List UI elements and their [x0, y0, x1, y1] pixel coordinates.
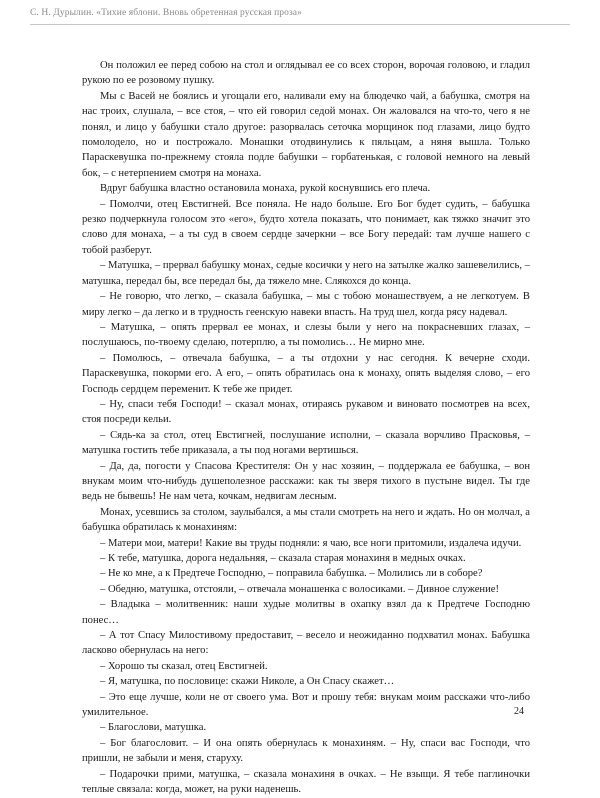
paragraph: – Обедню, матушка, отстояли, – отвечала монашенка с волосиками. – Дивное служение!: [100, 583, 500, 595]
paragraph: – Матери мои, матери! Какие вы труды подняли: я чаю, все ноги притомили, издалеча идучи.: [100, 537, 522, 549]
paragraph: – Бог благословит. – И она опять обернулась к монахиням. – Ну, спаси вас Господи, что пришли, не забыли и меня, старуху.: [82, 737, 530, 765]
paragraph: – Помолчи, отец Евстигней. Все поняла. Не надо больше. Его Бог будет судить, – бабушка резко подчеркнула голосом это «его», будто хотела показать, что понимает, как тяжко значит это слово для монаха, – а ты суд в своем сердце зачеркни – все Богу передай: там лучше нашего с тобой разберут.: [82, 198, 530, 256]
paragraph: – Подарочки прими, матушка, – сказала монахиня в очках. – Не взыщи. Я тебе паглиночки теплые связала: когда, может, на руки наденешь.: [82, 768, 530, 796]
paragraph: – Помолюсь, – отвечала бабушка, – а ты отдохни у нас сегодня. К вечерне сходи. Параскевушка, покорми его. А его, – опять обратилась она к монаху, опять выделяя слово, – его Господь сердцем переменит. К тебе же придет.: [82, 352, 530, 395]
paragraph: – Хорошо ты сказал, отец Евстигней.: [100, 660, 268, 672]
paragraph: – Сядь-ка за стол, отец Евстигней, послушание исполни, – сказала ворчливо Прасковья, – матушка гостить тебе приказала, а ты под ногами вертишься.: [82, 429, 530, 457]
paragraph: Монах, усевшись за столом, заулыбался, а мы стали смотреть на него и ждать. Но он молчал, а бабушка обратилась к монахиням:: [82, 506, 530, 534]
paragraph: – Ну, спаси тебя Господи! – сказал монах, отираясь рукавом и виновато посмотрев на всех, стоя посреди кельи.: [82, 398, 530, 426]
paragraph: – Матушка, – опять прервал ее монах, и слезы были у него на покрасневших глазах, – послушаюсь, по-твоему сделаю, потерплю, а ты помолись… Не мирно мне.: [82, 321, 530, 349]
paragraph: – Да, да, погости у Спасова Крестителя: Он у нас хозяин, – поддержала ее бабушка, – вон внукам моим что-нибудь душеполезное расскажи: как ты зверя тихого в пустыне видел. Ты где ведь не бывешь! Не нам чета, кочкам, недвигам лесным.: [82, 460, 530, 503]
paragraph: – Матушка, – прервал бабушку монах, седые косички у него на затылке жалко зашевелились, – матушка, передал бы, все передал бы, да тяжело мне. Слякохся до конца.: [82, 260, 530, 287]
paragraph: Мы с Васей не боялись и угощали его, наливали ему на блюдечко чай, а бабушка, смотря на нас троих, слушала, – все стоя, – что ей говорил седой монах. Он жаловался на что-то, чего я не понял, и лицо у бабушки стало другое: разорвалась сеточка морщинок под глазами, лицо будто помолодело, но и построжало. Монашки отодвинулись к пяльцам, а няня вышла. Только Параскевушка по-прежнему стояла подле бабушки – горбатенькая, с головой немного на левый бок, – с нетерпением смотря на монаха.: [82, 90, 530, 179]
paragraph: – А тот Спасу Милостивому предоставит, – весело и неожиданно подхватил монах. Бабушка ласково обернулась на него:: [82, 630, 530, 657]
page-number: 24: [514, 706, 524, 717]
paragraph: – Не ко мне, а к Предтече Господню, – поправила бабушка. – Молились ли в соборе?: [100, 568, 483, 580]
paragraph: Он положил ее перед собою на стол и оглядывал ее со всех сторон, ворочая головою, и гладил рукою по ее розовому пушку.: [82, 60, 530, 87]
page-body-text: [82, 58, 530, 798]
paragraph: – Благослови, матушка.: [100, 722, 207, 734]
paragraph: – Это еще лучше, коли не от своего ума. Вот и прошу тебя: внукам моим расскажи что-либо умилительное.: [82, 691, 530, 719]
paragraph: – Владыка – молитвенник: наши худые молитвы в охапку взял да к Предтече Господню понес…: [82, 599, 530, 626]
paragraph: – К тебе, матушка, дорога недальняя, – сказала старая монахиня в медных очках.: [100, 553, 466, 564]
paragraph: – Не говорю, что легко, – сказала бабушка, – мы с тобою монашествуем, а не легкотуем. В миру легко – да легко и в трудность геенскую навеки впасть. На труд шел, когда рясу надевал.: [82, 291, 530, 318]
running-header: С. Н. Дурылин. «Тихие яблони. Вновь обретенная русская проза»: [30, 8, 570, 25]
paragraph: – Я, матушка, по пословице: скажи Николе, а Он Спасу скажет…: [100, 676, 395, 688]
paragraph: Вдруг бабушка властно остановила монаха, рукой коснувшись его плеча.: [100, 183, 431, 195]
